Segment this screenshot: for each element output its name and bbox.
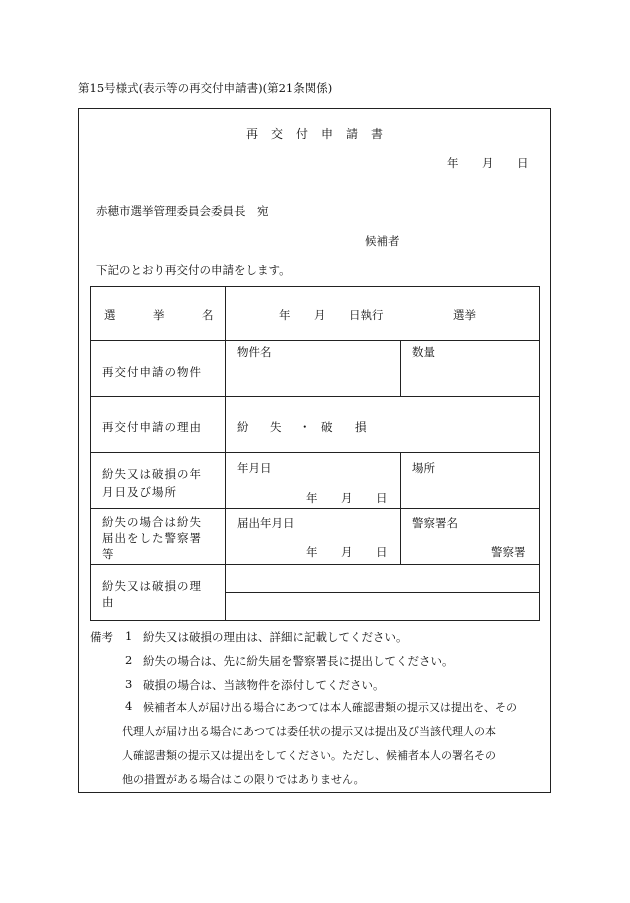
election-label-char: 名: [202, 308, 214, 322]
row-divider: [90, 508, 540, 509]
date-month-label: 月: [482, 156, 494, 170]
election-senkyo-label: 選挙: [453, 308, 476, 322]
election-month-label: 月: [314, 308, 326, 322]
note-text-line: 他の措置がある場合はこの限りではありません。: [122, 773, 365, 786]
row-divider: [90, 564, 540, 565]
report-day-label: 日: [376, 545, 388, 559]
title-char: 付: [296, 127, 311, 141]
note-number: 2: [125, 653, 133, 667]
reason-option-lost-char: 失: [270, 420, 282, 434]
note-text: 破損の場合は、当該物件を添付してください。: [143, 678, 385, 692]
row-divider: [90, 340, 540, 341]
police-label-line3: 等: [102, 547, 114, 561]
report-month-label: 月: [341, 545, 353, 559]
note-text-line: 候補者本人が届け出る場合にあつては本人確認書類の提示又は提出を、その: [143, 701, 517, 714]
report-date-header: 届出年月日: [237, 516, 295, 530]
note-text-line: 人確認書類の提示又は提出をしてください。ただし、候補者本人の署名その: [122, 749, 496, 762]
item-qty-header: 数量: [412, 345, 435, 359]
date-header: 年月日: [237, 461, 272, 475]
election-label-char: 選: [104, 308, 116, 322]
detail-reason-label-line1: 紛失又は破損の理: [102, 579, 202, 593]
note-number: 1: [125, 629, 133, 643]
title-char: 書: [371, 127, 386, 141]
column-divider: [225, 286, 226, 621]
police-station-suffix: 警察署: [491, 545, 526, 559]
form-caption: 第15号様式(表示等の再交付申請書)(第21条関係): [78, 81, 333, 95]
row-divider: [90, 452, 540, 453]
title-char: 請: [346, 127, 361, 141]
title-char: 交: [271, 127, 286, 141]
note-text-line: 代理人が届け出る場合にあつては委任状の提示又は提出及び当該代理人の本: [122, 725, 496, 738]
notes-heading: 備考: [90, 630, 113, 644]
election-date-exec-label: 日執行: [349, 308, 384, 322]
item-label: 再交付申請の物件: [102, 365, 202, 379]
row-divider: [225, 592, 540, 593]
police-label-line2: 届出をした警察署: [102, 531, 202, 545]
reason-option-broken-char: 破: [321, 420, 333, 434]
table-border: [90, 620, 540, 621]
loss-month-label: 月: [341, 491, 353, 505]
intro-text: 下記のとおり再交付の申請をします。: [96, 263, 291, 277]
election-label-char: 挙: [153, 308, 165, 322]
note-number: 4: [125, 699, 133, 713]
table-border: [90, 286, 91, 621]
reason-separator-dot: ・: [299, 420, 311, 434]
date-year-label: 年: [447, 156, 459, 170]
table-border: [90, 286, 540, 287]
note-text: 紛失の場合は、先に紛失届を警察署長に提出してください。: [143, 654, 454, 668]
date-place-label-line2: 月日及び場所: [102, 485, 177, 499]
item-name-header: 物件名: [237, 345, 272, 359]
row-divider: [90, 396, 540, 397]
reason-option-broken-char: 損: [355, 420, 367, 434]
reason-option-lost-char: 紛: [237, 420, 249, 434]
date-place-label-line1: 紛失又は破損の年: [102, 467, 202, 481]
candidate-label: 候補者: [365, 234, 400, 248]
place-header: 場所: [412, 461, 435, 475]
reason-label: 再交付申請の理由: [102, 420, 202, 434]
police-label-line1: 紛失の場合は紛失: [102, 515, 202, 529]
note-number: 3: [125, 677, 133, 691]
report-year-label: 年: [306, 545, 318, 559]
title-char: 再: [246, 127, 261, 141]
title-char: 申: [321, 127, 336, 141]
detail-reason-label-line2: 由: [102, 595, 114, 609]
loss-day-label: 日: [376, 491, 388, 505]
addressee: 赤穂市選挙管理委員会委員長 宛: [96, 204, 269, 218]
loss-year-label: 年: [306, 491, 318, 505]
column-divider: [400, 340, 401, 396]
table-border: [539, 286, 540, 621]
column-divider: [400, 452, 401, 564]
election-year-label: 年: [279, 308, 291, 322]
date-day-label: 日: [517, 156, 529, 170]
note-text: 紛失又は破損の理由は、詳細に記載してください。: [143, 630, 408, 644]
police-station-header: 警察署名: [412, 516, 458, 530]
